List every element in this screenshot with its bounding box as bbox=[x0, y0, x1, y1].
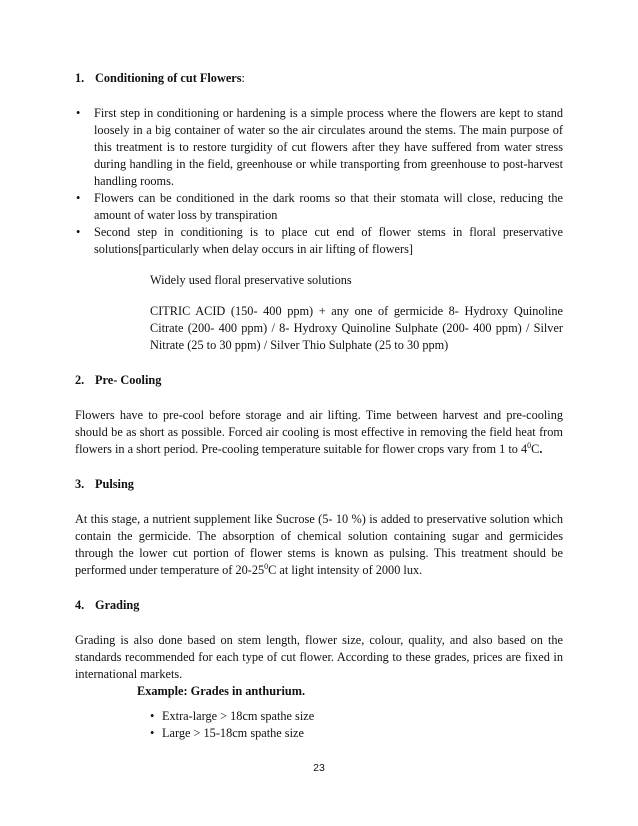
section-heading-pre-cooling bbox=[75, 372, 563, 389]
section-number: 3. bbox=[75, 477, 85, 491]
page-content bbox=[75, 70, 563, 742]
section-heading-grading bbox=[75, 597, 563, 614]
section-title: Pre- Cooling bbox=[95, 373, 162, 387]
preservative-solutions-text: CITRIC ACID (150- 400 ppm) + any one of germicide 8- Hydroxy Quinoline Citrate (200- 400 ppm) / 8- Hydroxy Quinoline Sulphate (200- 400 ppm) / Silver Nitrate (25 to 30 ppm) / Silver Thio Sulphate (25 to 30 ppm) bbox=[150, 304, 563, 352]
section-heading-conditioning bbox=[75, 70, 563, 87]
pulsing-paragraph: At this stage, a nutrient supplement like Sucrose (5- 10 %) is added to preservative solution which contain the germicide. The absorption of chemical solution containing sugar and germicides through the lower cut portion of flower stems is known as pulsing. This treatment should be performed under temperature of $20-25^0C$ at light intensity of 2000 lux. bbox=[75, 512, 563, 577]
page-number: 23 bbox=[313, 762, 325, 774]
grades-list bbox=[150, 708, 563, 742]
list-item: • First step in conditioning or hardening is a simple process where the flowers are kept to stand loosely in a big container of water so the air circulates around the stems. The main purpose of this treatment is to restore turgidity of cut flowers after they have suffered from water stress during handling in the field, greenhouse or while transporting from greenhouse to post-harvest handling rooms. bbox=[75, 105, 563, 190]
section-number: 2. bbox=[75, 373, 85, 387]
section-heading-pulsing bbox=[75, 476, 563, 493]
conditioning-bullet-list bbox=[75, 105, 563, 258]
example-heading: Example: Grades in anthurium. bbox=[137, 684, 306, 698]
section-title: Conditioning of cut Flowers bbox=[95, 71, 242, 85]
section-title: Pulsing bbox=[95, 477, 134, 491]
section-number: 1. bbox=[75, 71, 85, 85]
pre-cooling-paragraph: Flowers have to pre-cool before storage and air lifting. Time between harvest and pre-cooling should be as short as possible. Forced air cooling is most effective in removing the field heat from flowers in a short period. Pre-cooling temperature suitable for flower crops vary from 1 to $4^0C$. bbox=[75, 408, 563, 456]
list-item: • Second step in conditioning is to place cut end of flower stems in floral preservative solutions[particularly when delay occurs in air lifting of flowers] bbox=[75, 224, 563, 258]
preservative-heading: Widely used floral preservative solutions bbox=[150, 273, 352, 287]
section-title: Grading bbox=[95, 598, 140, 612]
list-item: • Flowers can be conditioned in the dark rooms so that their stomata will close, reducing the amount of water loss by transpiration bbox=[75, 190, 563, 224]
section-number: 4. bbox=[75, 598, 85, 612]
list-item: • Extra-large > 18cm spathe size bbox=[150, 708, 563, 725]
section-title-colon: : bbox=[241, 71, 245, 85]
list-item: • Large > 15-18cm spathe size bbox=[150, 725, 563, 742]
grading-paragraph: Grading is also done based on stem length, flower size, colour, quality, and also based on the standards recommended for each type of cut flower. According to these grades, prices are fixed in international markets. bbox=[75, 633, 563, 681]
